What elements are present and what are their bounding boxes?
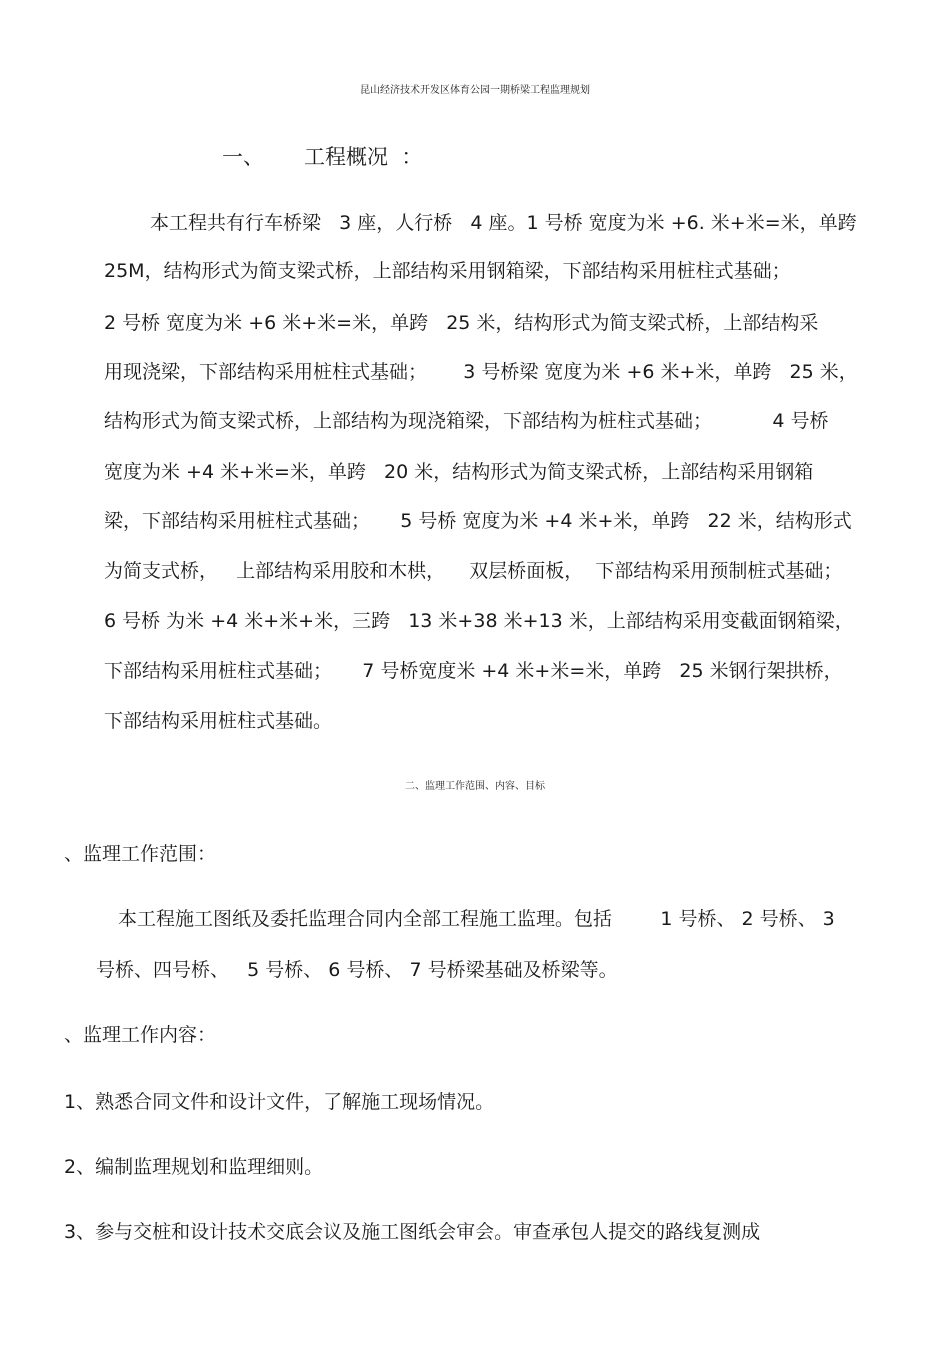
scope-label: 、监理工作范围：	[64, 843, 217, 865]
document-title: 昆山经济技术开发区体育公园一期桥梁工程监理规划	[360, 85, 590, 96]
content-label: 、监理工作内容：	[64, 1024, 217, 1046]
section2-heading: 二、监理工作范围、内容、目标	[405, 781, 545, 792]
scope-line: 本工程施工图纸及委托监理合同内全部工程施工监理。包括 1 号桥、 2 号桥、 3	[118, 908, 835, 930]
section1-paragraph-line: 本工程共有行车桥梁 3 座，人行桥 4 座。1 号桥 宽度为米 +6. 米+米=米，单跨	[150, 212, 857, 234]
section1-paragraph-line: 梁，下部结构采用桩柱式基础； 5 号桥 宽度为米 +4 米+米，单跨 22 米，结构形式	[104, 510, 852, 532]
section1-paragraph-line: 2 号桥 宽度为米 +6 米+米=米，单跨 25 米，结构形式为简支梁式桥，上部结构采	[104, 312, 819, 334]
scope-line: 号桥、四号桥、 5 号桥、 6 号桥、 7 号桥梁基础及桥梁等。	[96, 959, 618, 981]
content-item: 1、熟悉合同文件和设计文件，了解施工现场情况。	[64, 1091, 495, 1113]
section1-paragraph-line: 结构形式为简支梁式桥，上部结构为现浇箱梁，下部结构为桩柱式基础； 4 号桥	[104, 410, 829, 432]
content-item: 3、参与交桩和设计技术交底会议及施工图纸会审会。审查承包人提交的路线复测成	[64, 1221, 761, 1243]
section1-paragraph-line: 25M，结构形式为简支梁式桥，上部结构采用钢箱梁，下部结构采用桩柱式基础；	[104, 260, 791, 282]
section1-paragraph-line: 宽度为米 +4 米+米=米，单跨 20 米，结构形式为简支梁式桥，上部结构采用钢箱	[104, 461, 814, 483]
section1-paragraph-line: 下部结构采用桩柱式基础； 7 号桥宽度米 +4 米+米=米，单跨 25 米钢行架拱桥，	[104, 660, 843, 682]
section1-paragraph-line: 下部结构采用桩柱式基础。	[104, 710, 333, 732]
section1-paragraph-line: 用现浇梁，下部结构采用桩柱式基础； 3 号桥梁 宽度为米 +6 米+米，单跨 25 米，	[104, 361, 858, 383]
section1-paragraph-line: 6 号桥 为米 +4 米+米+米，三跨 13 米+38 米+13 米，上部结构采用变截面钢箱梁，	[104, 610, 854, 632]
section1-paragraph-line: 为简支式桥， 上部结构采用胶和木栱， 双层桥面板， 下部结构采用预制桩式基础；	[104, 560, 843, 582]
section1-heading: 一、 工程概况 ：	[222, 145, 423, 169]
content-item: 2、编制监理规划和监理细则。	[64, 1156, 324, 1178]
